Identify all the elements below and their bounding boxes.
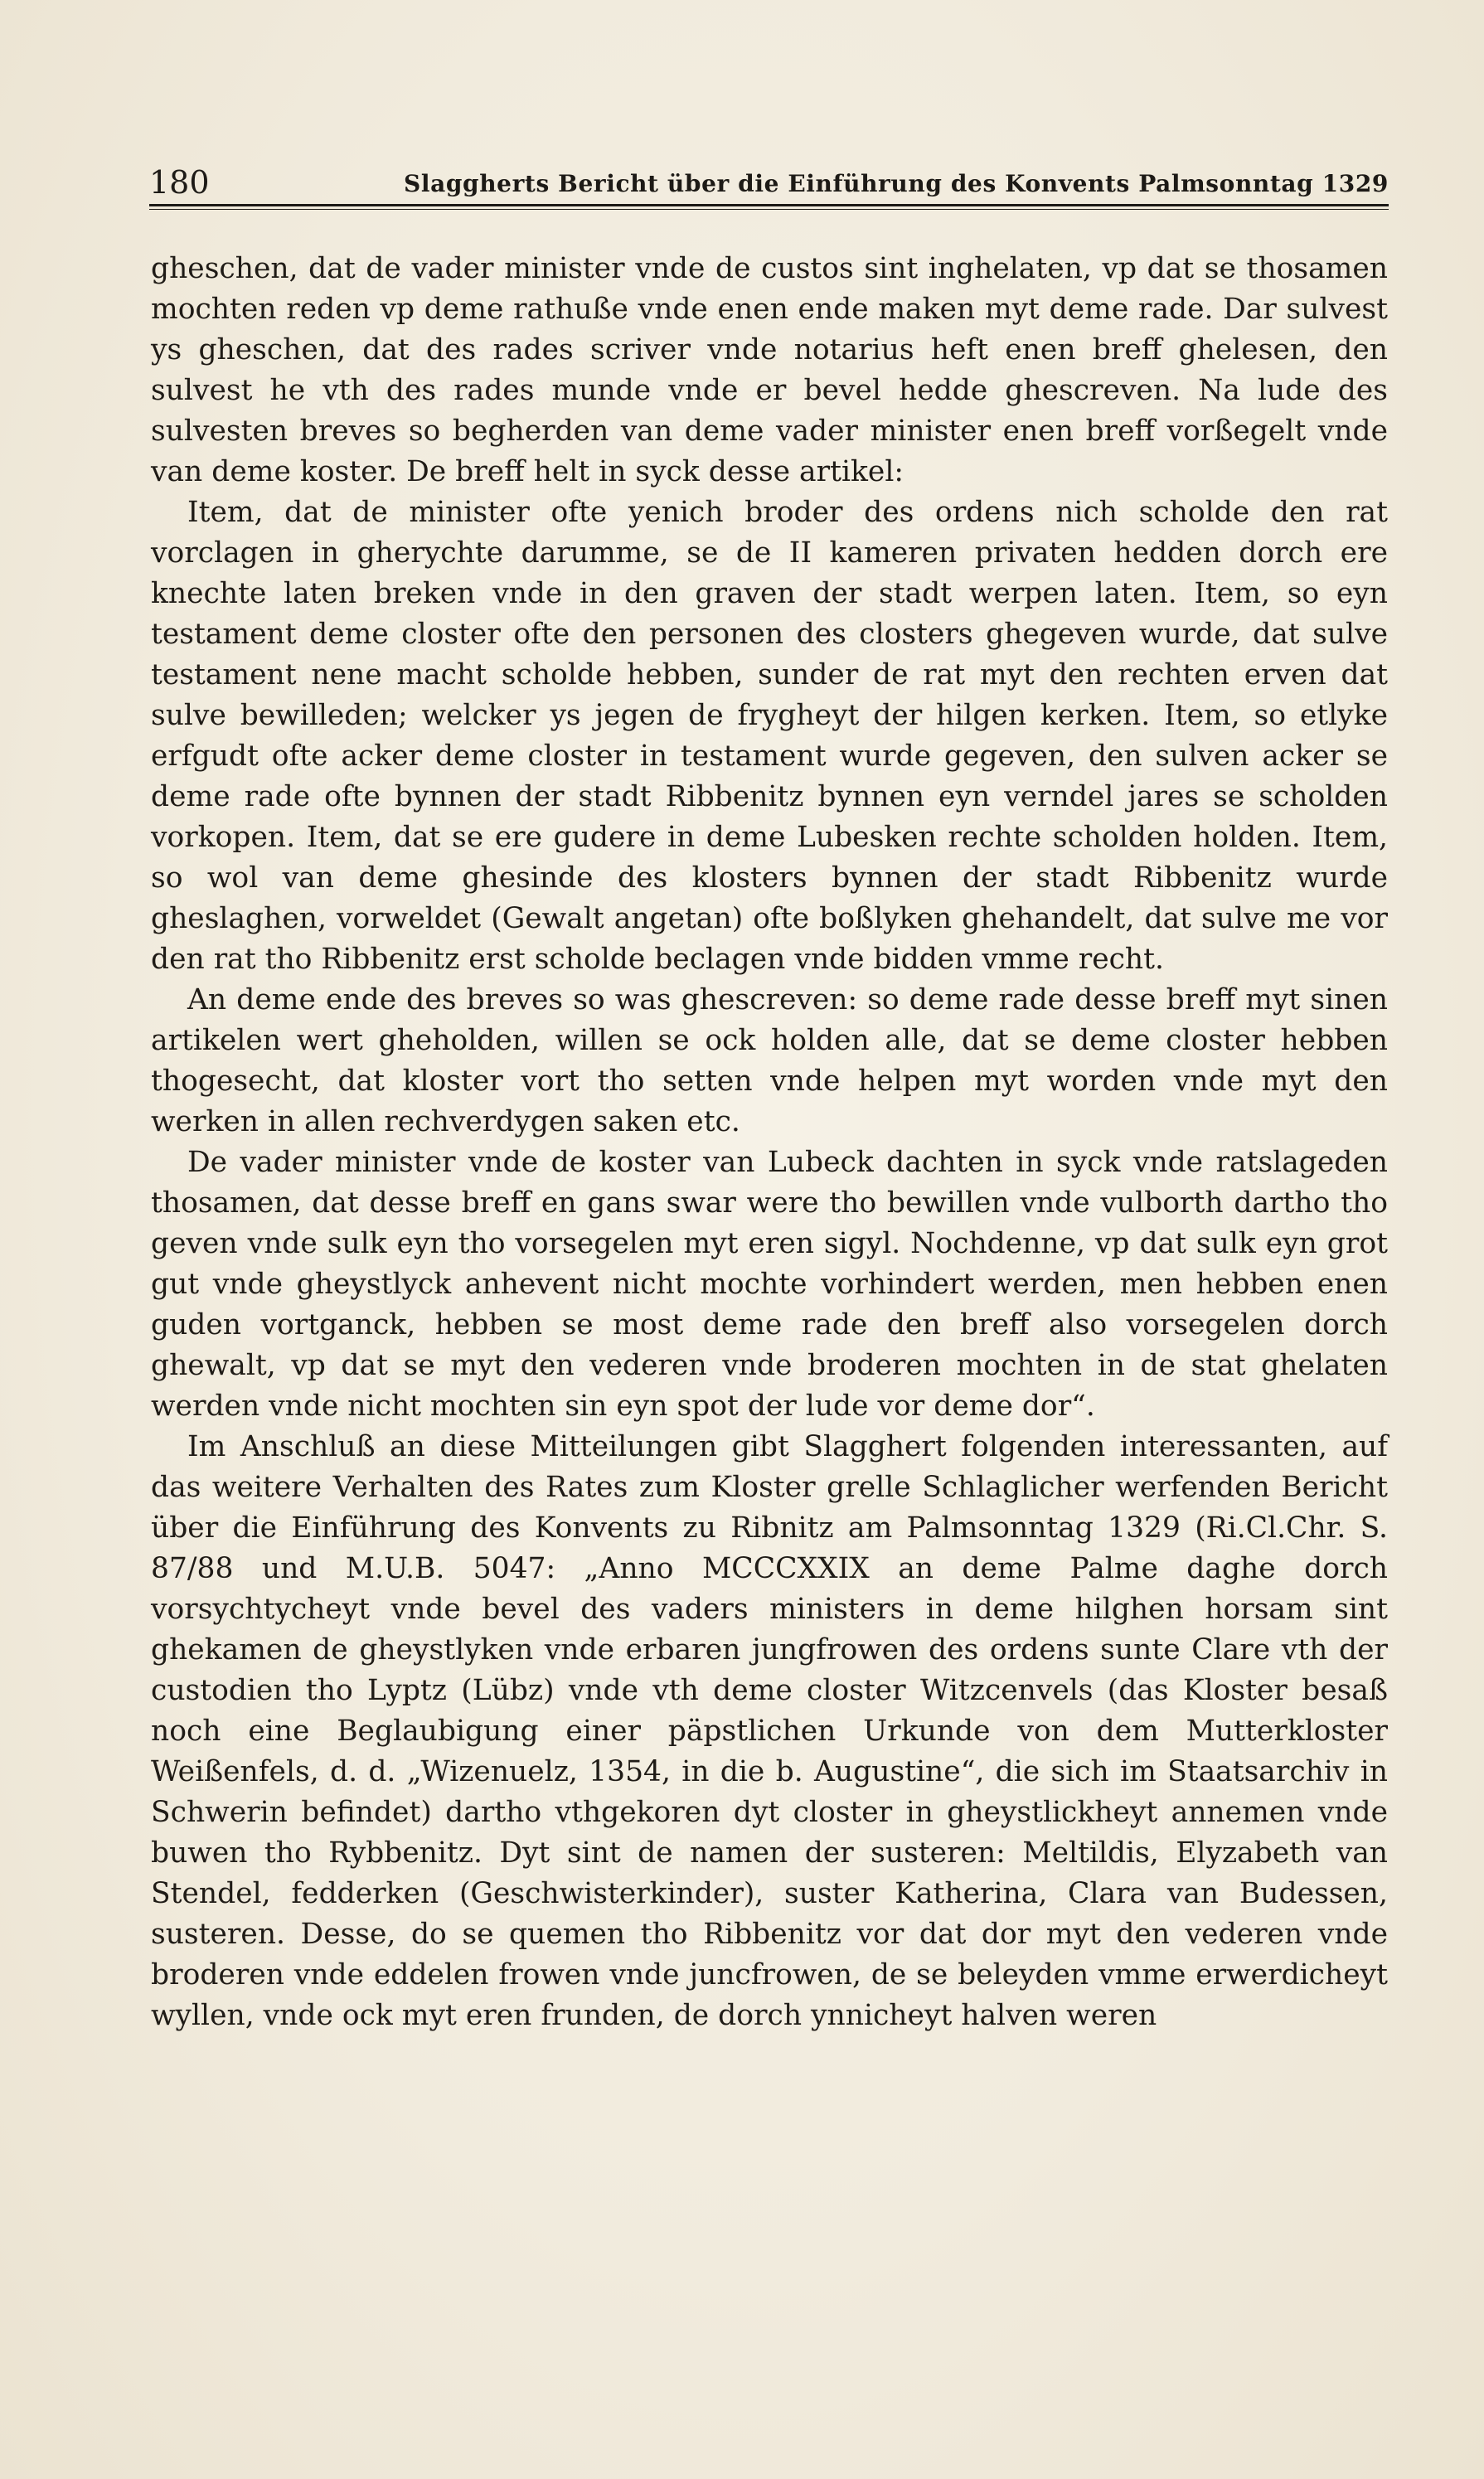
paragraph-slagghert-report: Im Anschluß an diese Mitteilungen gibt Slagghert folgenden interessanten, auf das weitere Verhalten des Rates zum Kloster grelle Schlaglicher werfenden Bericht über die Einführung des Konvents zu Ribnitz am Palmsonntag 1329 (Ri.Cl.Chr. S. 87/88 und M.U.B. 5047: „Anno MCCCXXIX an deme Palme daghe dorch vorsychtycheyt vnde bevel des vaders ministers in deme hilghen horsam sint ghekamen de gheystlyken vnde erbaren jungfrowen des ordens sunte Clare vth der custodien tho Lyptz (Lübz) vnde vth deme closter Witzcenvels (das Kloster besaß noch eine Beglaubigung einer päpstlichen Urkunde von dem Mutterkloster Weißenfels, d. d. „Wizenuelz, 1354, in die b. Augustine“, die sich im Staatsarchiv in Schwerin befindet) dartho vthgekoren dyt closter in gheystlickheyt annemen vnde buwen tho Rybbenitz. Dyt sint de namen der susteren: Meltildis, Elyzabeth van Stendel, fedderken (Geschwisterkinder), suster Katherina, Clara van Budessen, susteren. Desse, do se quemen tho Ribbenitz vor dat dor myt den vederen vnde broderen vnde eddelen frowen vnde juncfrowen, de se beleyden vmme erwerdicheyt wyllen, vnde ock myt eren frunden, de dorch ynnicheyt halven weren	[151, 1430, 1388, 2032]
body-text	[151, 249, 1388, 2036]
page-number: 180	[149, 164, 210, 201]
paragraph-minister-deliberation: De vader minister vnde de koster van Lubeck dachten in syck vnde ratslageden thosamen, dat desse breff en gans swar were tho bewillen vnde vulborth dartho tho geven vnde sulk eyn tho vorsegelen myt eren sigyl. Nochdenne, vp dat sulk eyn grot gut vnde gheystlyck anhevent nicht mochte vorhindert werden, men hebben enen guden vortganck, hebben se most deme rade den breff also vorsegelen dorch ghewalt, vp dat se myt den vederen vnde broderen mochten in de stat ghelaten werden vnde nicht mochten sin eyn spot der lude vor deme dor“.	[151, 1146, 1388, 1423]
paragraph-letter-end: An deme ende des breves so was ghescreven: so deme rade desse breff myt sinen artikelen wert gheholden, willen se ock holden alle, dat se deme closter hebben thogesecht, dat kloster vort tho setten vnde helpen myt worden vnde myt den werken in allen rechverdygen saken etc.	[151, 983, 1388, 1138]
page-header	[149, 164, 1389, 201]
paragraph-articles: Item, dat de minister ofte yenich broder des ordens nich scholde den rat vorclagen in gherychte darumme, se de II kameren privaten hedden dorch ere knechte laten breken vnde in den graven der stadt werpen laten. Item, so eyn testament deme closter ofte den personen des closters ghegeven wurde, dat sulve testament nene macht scholde hebben, sunder de rat myt den rechten erven dat sulve bewilleden; welcker ys jegen de frygheyt der hilgen kerken. Item, so etlyke erfgudt ofte acker deme closter in testament wurde gegeven, den sulven acker se deme rade ofte bynnen der stadt Ribbenitz bynnen eyn verndel jares se scholden vorkopen. Item, dat se ere gudere in deme Lubesken rechte scholden holden. Item, so wol van deme ghesinde des klosters bynnen der stadt Ribbenitz wurde gheslaghen, vorweldet (Gewalt angetan) ofte boßlyken ghehandelt, dat sulve me vor den rat tho Ribbenitz erst scholde beclagen vnde bidden vmme recht.	[151, 496, 1388, 976]
header-rule-thick	[149, 204, 1389, 206]
header-rule-thin	[149, 209, 1389, 210]
running-title: Slaggherts Bericht über die Einführung des Konvents Palmsonntag 1329	[404, 170, 1389, 197]
paragraph-continuation: gheschen, dat de vader minister vnde de custos sint inghelaten, vp dat se thosamen mochten reden vp deme rathuße vnde enen ende maken myt deme rade. Dar sulvest ys gheschen, dat des rades scriver vnde notarius heft enen breff ghelesen, den sulvest he vth des rades munde vnde er bevel hedde ghescreven. Na lude des sulvesten breves so begherden van deme vader minister enen breff vorßegelt vnde van deme koster. De breff helt in syck desse artikel:	[151, 252, 1388, 488]
